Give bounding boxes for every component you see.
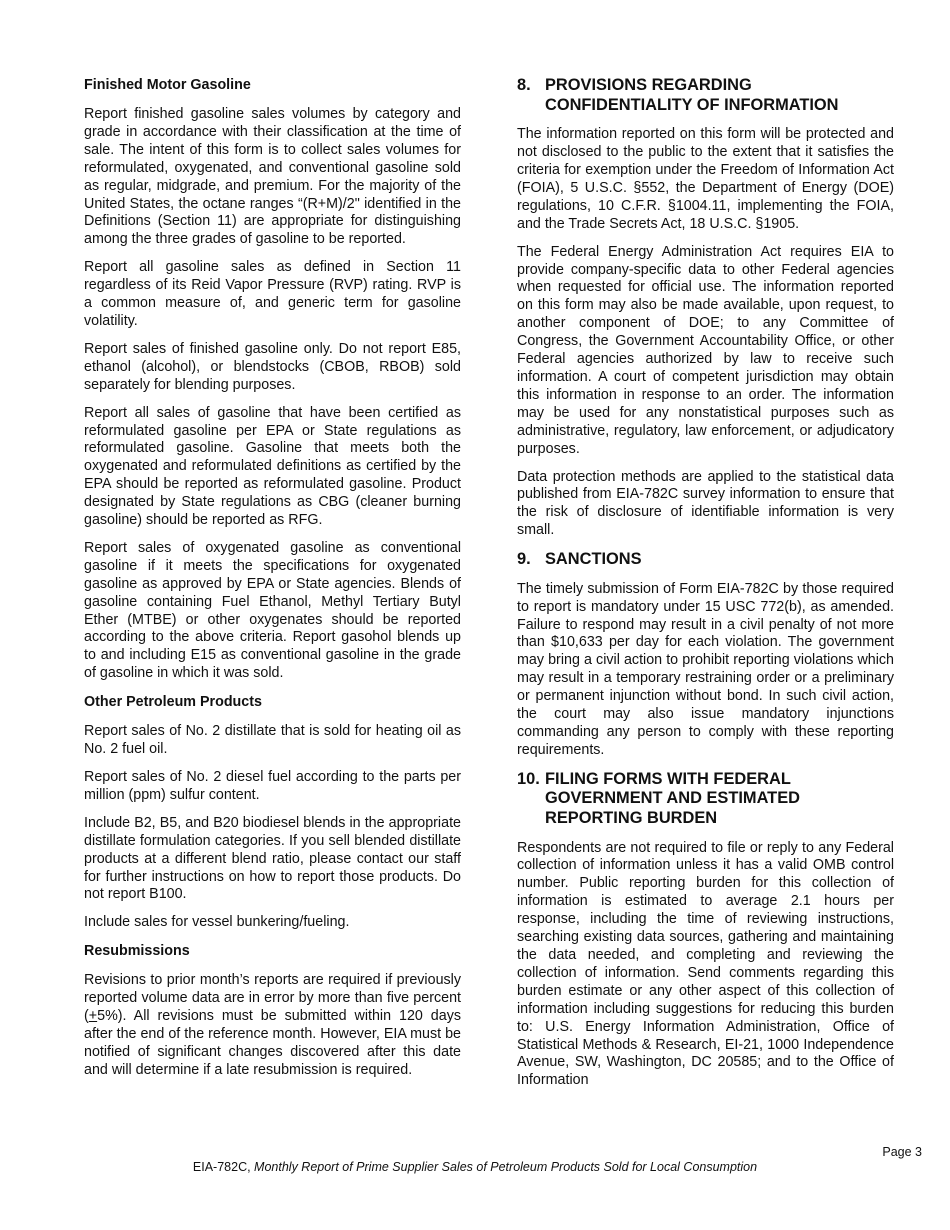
right-column xyxy=(517,76,894,1100)
finished-gasoline-heading: Finished Motor Gasoline xyxy=(84,77,251,93)
section-9-heading xyxy=(517,550,894,570)
section-10-paragraph: Respondents are not required to file or reply to any Federal collection of information unless it has a valid OMB control number. Public reporting burden for this collection of information is estimated to average 2.1 hours per response, including the time of reviewing instructions, searching existing data sources, gathering and maintaining the data needed, and completing and reviewing the collection of information. Send comments regarding this burden estimate or any other aspect of this collection of information including suggestions for reducing this burden to: U.S. Energy Information Administration, Office of Statistical Methods & Research, EI-21, 1000 Independence Avenue, SW, Washington, DC 20585; and to the Office of Information xyxy=(517,839,894,1089)
resub-text-before: Revisions to prior month’s reports are required if previously reported volume data are in error by more than five percent ( xyxy=(84,972,461,1025)
plus-minus-sign: + xyxy=(88,1008,98,1025)
resubmissions-heading: Resubmissions xyxy=(84,943,190,960)
finished-paragraph: Report all sales of gasoline that have been certified as reformulated gasoline per EPA or State regulations as reformulated gasoline. Gasoline that meets both the oxygenated and reformulated definitions as certified by the EPA should be reported as reformulated gasoline. Product designated by State regulations as CBG (cleaner burning gasoline) should be reported as RFG. xyxy=(84,404,461,529)
footer-form-code: EIA-782C, xyxy=(192,1160,255,1174)
section-8-paragraph: Data protection methods are applied to the statistical data published from EIA-782C survey information to ensure that the risk of disclosure of identifiable information is very small. xyxy=(517,468,894,539)
section-8-heading xyxy=(517,76,894,115)
other-paragraph: Report sales of No. 2 diesel fuel according to the parts per million (ppm) sulfur content. xyxy=(84,769,461,803)
finished-paragraph: Report finished gasoline sales volumes by category and grade in accordance with their classification at the time of sale. The intent of this form is to collect sales volumes for reformulated, oxygenated, and conventional gasoline sold as regular, midgrade, and premium. For the majority of the United States, the octane ranges “(R+M)/2" identified in the Definitions (Section 11) are appropriate for distinguishing among the three grades of gasoline to be reported. xyxy=(84,106,461,248)
section-10-heading xyxy=(517,770,894,829)
section-8-paragraph: The Federal Energy Administration Act requires EIA to provide company-specific data to other Federal agencies when requested for official use. The information reported on this form may also be made available, upon request, to another component of DOE; to any Committee of Congress, the Government Accountability Office, or other Federal agencies authorized by law to receive such information. A court of competent jurisdiction may obtain this information in response to an order. The information may be used for any nonstatistical purposes such as administrative, regulatory, law enforcement, or adjudicatory purposes. xyxy=(517,243,894,457)
other-paragraph: Include sales for vessel bunkering/fueling. xyxy=(84,914,350,931)
finished-paragraph: Report sales of oxygenated gasoline as conventional gasoline if it meets the specifications for oxygenated gasoline as approved by EPA or State agencies. Blends of gasoline containing Fuel Ethanol, Methyl Tertiary Butyl Ether (MTBE) or other oxygenates should be reported according to the above criteria. Report gasohol blends up to and including E15 as conventional gasoline in the grade of gasoline in which it was sold. xyxy=(84,539,461,682)
page-number: Page 3 xyxy=(882,1145,922,1159)
resub-text-after: 5%). All revisions must be submitted within 120 days after the end of the reference month. However, EIA must be notified of significant changes discovered after this date and will determine if a late resubmission is required. xyxy=(84,1008,461,1078)
other-paragraph: Report sales of No. 2 distillate that is sold for heating oil as No. 2 fuel oil. xyxy=(84,723,461,758)
section-9-paragraph: The timely submission of Form EIA-782C by those required to report is mandatory under 15 USC 772(b), as amended. Failure to respond may result in a civil penalty of not more than $10,633 per day for each violation. The government may bring a civil action to prohibit reporting violations which may result in a temporary restraining order or a preliminary or permanent injunction without bond. In such civil action, the court may also issue mandatory injunctions commanding any person to comply with these reporting requirements. xyxy=(517,580,894,758)
section-number: 8. xyxy=(517,76,531,94)
section-number: 10. xyxy=(517,769,540,788)
finished-paragraph: Report sales of finished gasoline only. Do not report E85, ethanol (alcohol), or blendstocks (CBOB, RBOB) sold separately for blending purposes. xyxy=(84,340,461,393)
section-title: SANCTIONS xyxy=(545,550,642,569)
section-title: PROVISIONS REGARDING CONFIDENTIALITY OF INFORMATION xyxy=(545,76,839,114)
section-title: FILING FORMS WITH FEDERAL GOVERNMENT AND ESTIMATED REPORTING BURDEN xyxy=(545,769,800,827)
footer-form-title xyxy=(0,1160,950,1174)
resubmissions-paragraph xyxy=(84,972,461,1079)
footer-form-name: Monthly Report of Prime Supplier Sales of Petroleum Products Sold for Local Consumption xyxy=(254,1160,758,1174)
other-products-heading: Other Petroleum Products xyxy=(84,694,262,711)
section-8-paragraph: The information reported on this form will be protected and not disclosed to the public to the extent that it satisfies the criteria for exemption under the Freedom of Information Act (FOIA), 5 U.S.C. §552, the Department of Energy (DOE) regulations, 10 C.F.R. §1004.11, implementing the FOIA, and the Trade Secrets Act, 18 U.S.C. §1905. xyxy=(517,126,894,232)
section-number: 9. xyxy=(517,550,531,569)
finished-paragraph: Report all gasoline sales as defined in Section 11 regardless of its Reid Vapor Pressure (RVP) rating. RVP is a common measure of, and generic term for gasoline volatility. xyxy=(84,259,461,329)
other-paragraph: Include B2, B5, and B20 biodiesel blends in the appropriate distillate formulation categories. If you sell blended distillate products at a different blend ratio, please contact our staff for further instructions on how to report those products. Do not report B100. xyxy=(84,814,461,903)
left-column xyxy=(84,76,461,1090)
